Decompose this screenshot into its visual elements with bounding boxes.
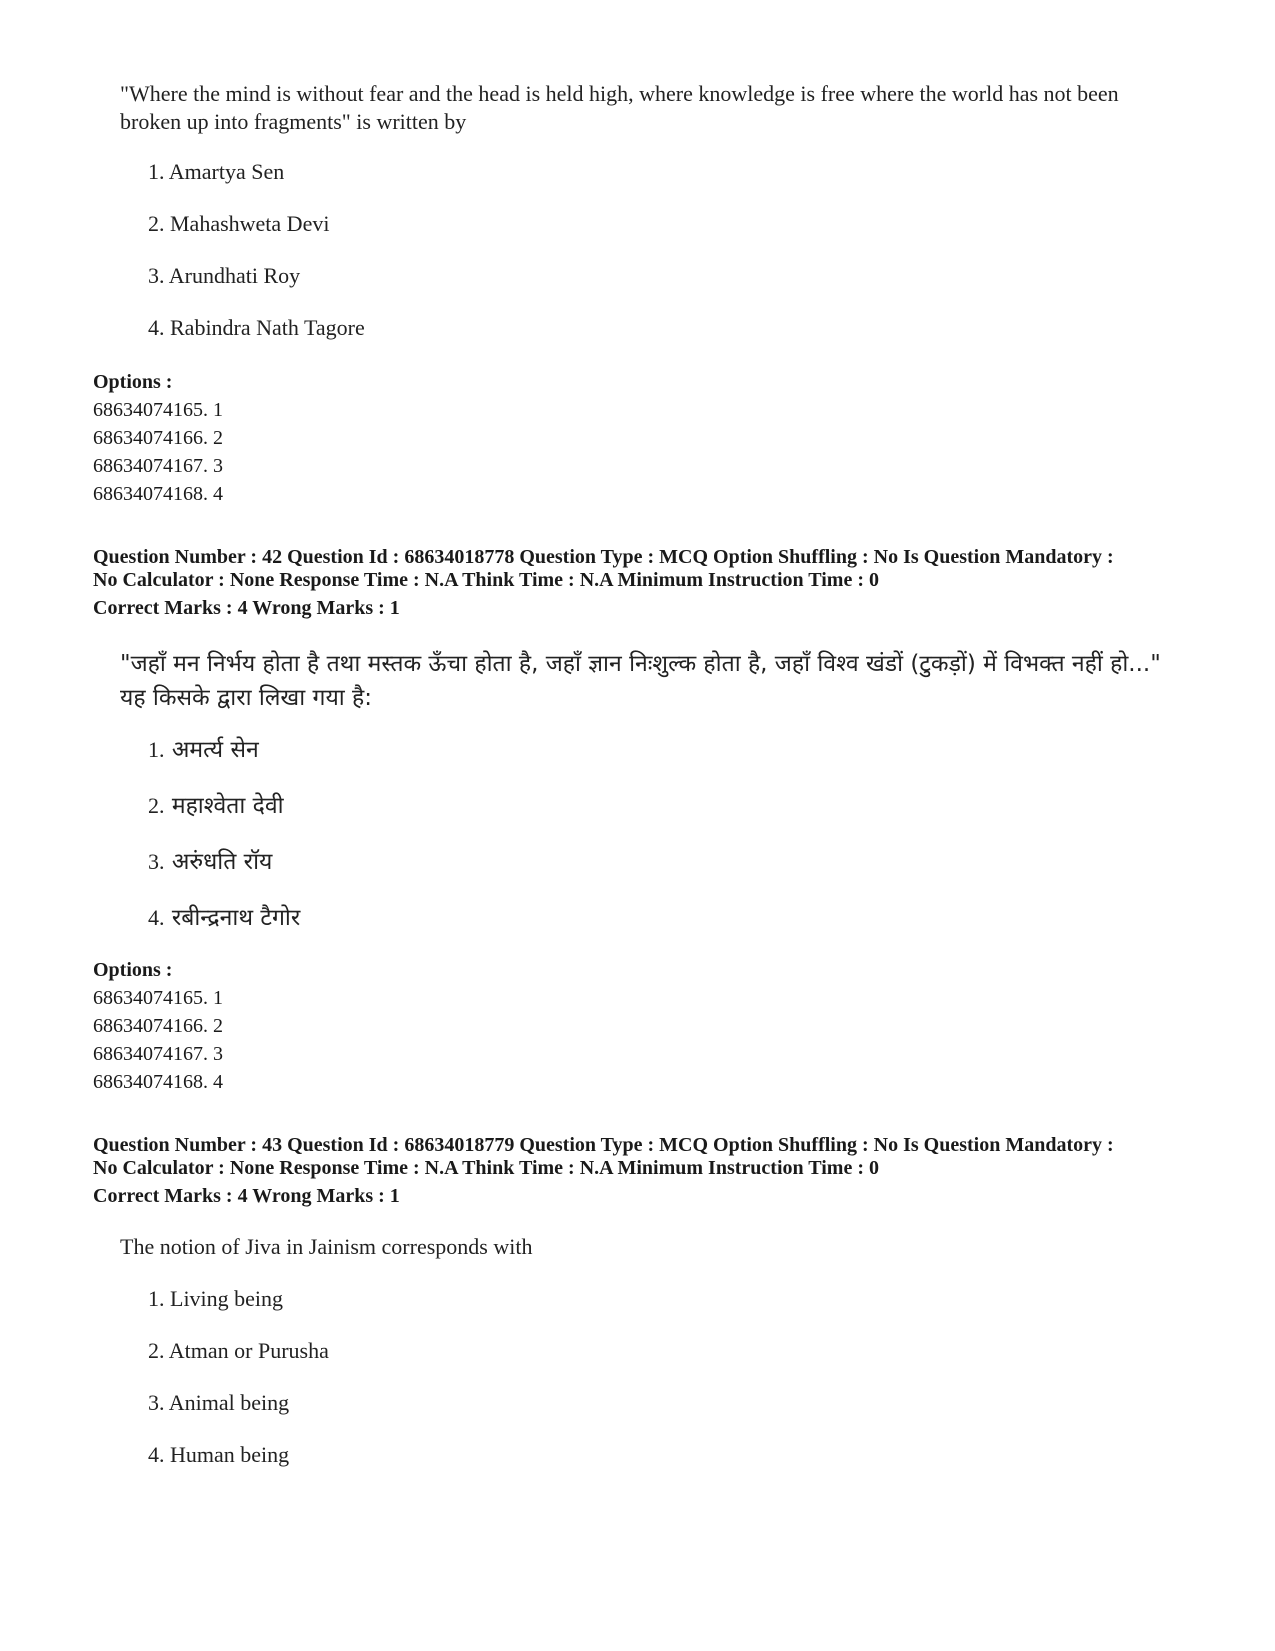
choice-item [148, 1285, 283, 1313]
marks-line: Correct Marks : 4 Wrong Marks : 1 [93, 597, 400, 619]
question-meta-line: Question Number : 42 Question Id : 68634018778 Question Type : MCQ Option Shuffling : No Is Question Mandatory : [93, 546, 1114, 568]
marks-line: Correct Marks : 4 Wrong Marks : 1 [93, 1185, 400, 1207]
choice-number: 2. [148, 211, 165, 236]
choice-number: 1. [148, 737, 165, 762]
option-id-line: 68634074166. 2 [93, 427, 223, 449]
choice-number: 4. [148, 1442, 165, 1467]
choice-number: 2. [148, 1338, 165, 1363]
choice-item [148, 1389, 289, 1417]
question-text: The notion of Jiva in Jainism corresponds with [120, 1234, 533, 1259]
choice-item [148, 848, 272, 876]
choice-item [148, 262, 300, 290]
choice-text: अरुंधति रॉय [171, 849, 273, 875]
choice-text: Living being [170, 1286, 284, 1311]
option-id-line: 68634074167. 3 [93, 455, 223, 477]
option-id-line: 68634074168. 4 [93, 483, 223, 505]
choice-item [148, 314, 365, 342]
choice-number: 1. [148, 1286, 165, 1311]
choice-text: Atman or Purusha [168, 1338, 329, 1363]
choice-text: अमर्त्य सेन [171, 737, 259, 763]
choice-item [148, 158, 284, 186]
option-id-line: 68634074165. 1 [93, 987, 223, 1009]
choice-number: 3. [148, 1390, 165, 1415]
option-id-line: 68634074166. 2 [93, 1015, 223, 1037]
question-text: "जहाँ मन निर्भय होता है तथा मस्तक ऊँचा होता है, जहाँ ज्ञान निःशुल्क होता है, जहाँ विश्व खंडों (टुकड़ों) में विभक्त नहीं हो..." यह किसके द्वारा लिखा गया है: [120, 651, 1161, 711]
choice-item [148, 1337, 329, 1365]
choice-text: Mahashweta Devi [170, 211, 330, 236]
choice-number: 4. [148, 905, 165, 930]
choice-item [148, 792, 284, 820]
options-label: Options : [93, 959, 173, 981]
option-id-line: 68634074167. 3 [93, 1043, 223, 1065]
choice-item [148, 210, 329, 238]
choice-text: Amartya Sen [168, 159, 285, 184]
choice-number: 4. [148, 315, 165, 340]
choice-item [148, 736, 259, 764]
choice-number: 1. [148, 159, 165, 184]
question-meta-line: Question Number : 43 Question Id : 68634018779 Question Type : MCQ Option Shuffling : No Is Question Mandatory : [93, 1134, 1114, 1156]
choice-text: महाश्वेता देवी [171, 793, 284, 819]
choice-text: Animal being [168, 1390, 290, 1415]
choice-text: Rabindra Nath Tagore [170, 315, 365, 340]
option-id-line: 68634074165. 1 [93, 399, 223, 421]
choice-text: Human being [170, 1442, 290, 1467]
choice-text: Arundhati Roy [168, 263, 301, 288]
question-meta-line: No Calculator : None Response Time : N.A Think Time : N.A Minimum Instruction Time : 0 [93, 569, 879, 591]
choice-text: रबीन्द्रनाथ टैगोर [171, 905, 301, 931]
question-text: "Where the mind is without fear and the head is held high, where knowledge is free where the world has not been broken up into fragments" is written by [120, 81, 1119, 134]
option-id-line: 68634074168. 4 [93, 1071, 223, 1093]
choice-item [148, 1441, 289, 1469]
question-meta-line: No Calculator : None Response Time : N.A Think Time : N.A Minimum Instruction Time : 0 [93, 1157, 879, 1179]
choice-number: 2. [148, 793, 165, 818]
choice-number: 3. [148, 849, 165, 874]
choice-item [148, 904, 300, 932]
options-label: Options : [93, 371, 173, 393]
choice-number: 3. [148, 263, 165, 288]
